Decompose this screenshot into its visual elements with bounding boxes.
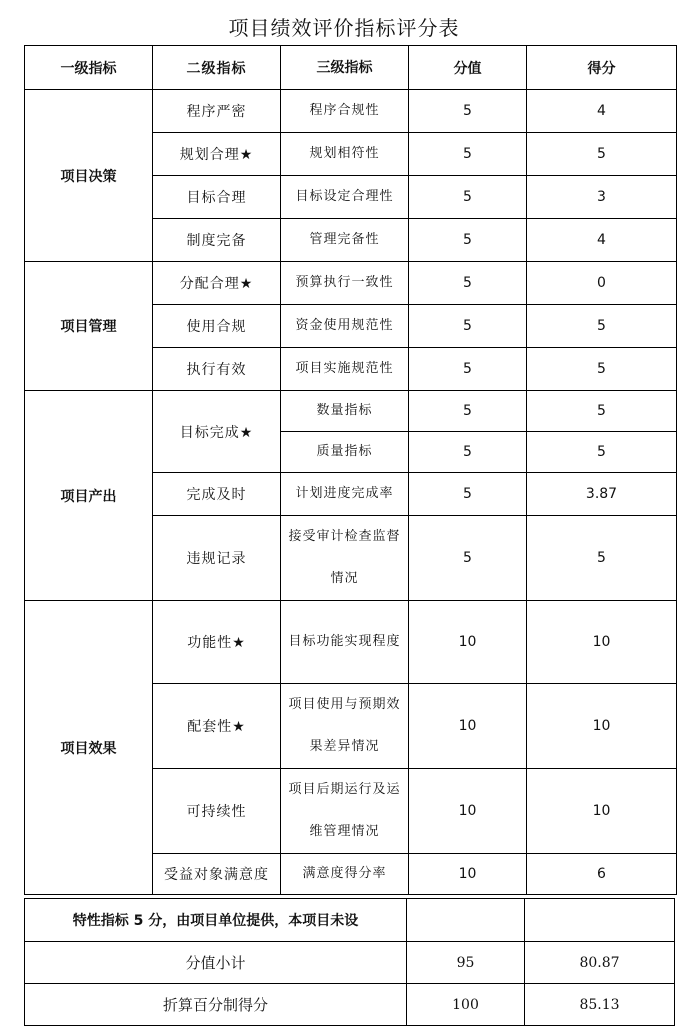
level2-cell: 受益对象满意度 bbox=[153, 854, 281, 895]
level2-cell: 违规记录 bbox=[153, 516, 281, 601]
level2-cell: 可持续性 bbox=[153, 769, 281, 854]
special-row bbox=[25, 899, 675, 942]
level3-cell: 接受审计检查监督情况 bbox=[281, 516, 409, 601]
level3-cell: 满意度得分率 bbox=[281, 854, 409, 895]
score-cell: 5 bbox=[409, 262, 527, 305]
level3-cell: 计划进度完成率 bbox=[281, 473, 409, 516]
percent-got: 85.13 bbox=[525, 984, 675, 1026]
special-got-cell bbox=[525, 899, 675, 942]
score-cell: 10 bbox=[409, 854, 527, 895]
level3-cell: 目标功能实现程度 bbox=[281, 601, 409, 684]
score-cell: 5 bbox=[409, 219, 527, 262]
got-cell: 10 bbox=[527, 601, 677, 684]
score-cell: 5 bbox=[409, 473, 527, 516]
score-cell: 10 bbox=[409, 684, 527, 769]
table-row bbox=[25, 262, 677, 305]
got-cell: 5 bbox=[527, 133, 677, 176]
score-cell: 5 bbox=[409, 391, 527, 432]
special-score-cell bbox=[407, 899, 525, 942]
level3-cell: 项目后期运行及运维管理情况 bbox=[281, 769, 409, 854]
header-level3: 三级指标 bbox=[281, 46, 409, 90]
table-row bbox=[25, 391, 677, 432]
got-cell: 5 bbox=[527, 348, 677, 391]
level2-cell: 分配合理★ bbox=[153, 262, 281, 305]
score-cell: 5 bbox=[409, 305, 527, 348]
level2-cell: 完成及时 bbox=[153, 473, 281, 516]
subtotal-score: 95 bbox=[407, 942, 525, 984]
level3-cell: 数量指标 bbox=[281, 391, 409, 432]
level2-cell: 配套性★ bbox=[153, 684, 281, 769]
level3-cell: 管理完备性 bbox=[281, 219, 409, 262]
got-cell: 3 bbox=[527, 176, 677, 219]
level3-cell: 目标设定合理性 bbox=[281, 176, 409, 219]
level2-cell: 执行有效 bbox=[153, 348, 281, 391]
level2-cell: 目标合理 bbox=[153, 176, 281, 219]
table-row bbox=[25, 601, 677, 684]
got-cell: 5 bbox=[527, 432, 677, 473]
score-cell: 5 bbox=[409, 176, 527, 219]
got-cell: 4 bbox=[527, 219, 677, 262]
score-cell: 5 bbox=[409, 90, 527, 133]
group-effect: 项目效果 bbox=[25, 601, 153, 895]
header-row bbox=[25, 46, 677, 90]
level2-cell: 规划合理★ bbox=[153, 133, 281, 176]
group-output: 项目产出 bbox=[25, 391, 153, 601]
got-cell: 10 bbox=[527, 684, 677, 769]
score-cell: 10 bbox=[409, 769, 527, 854]
got-cell: 10 bbox=[527, 769, 677, 854]
page-title: 项目绩效评价指标评分表 bbox=[228, 16, 460, 40]
got-cell: 3.87 bbox=[527, 473, 677, 516]
percent-score: 100 bbox=[407, 984, 525, 1026]
subtotal-label: 分值小计 bbox=[25, 942, 407, 984]
subtotal-got: 80.87 bbox=[525, 942, 675, 984]
summary-table bbox=[24, 898, 675, 1026]
score-cell: 10 bbox=[409, 601, 527, 684]
level3-cell: 规划相符性 bbox=[281, 133, 409, 176]
got-cell: 5 bbox=[527, 305, 677, 348]
level2-cell: 功能性★ bbox=[153, 601, 281, 684]
table-row bbox=[25, 90, 677, 133]
level3-cell: 项目使用与预期效果差异情况 bbox=[281, 684, 409, 769]
header-level2: 二级指标 bbox=[153, 46, 281, 90]
score-cell: 5 bbox=[409, 432, 527, 473]
group-decision: 项目决策 bbox=[25, 90, 153, 262]
got-cell: 6 bbox=[527, 854, 677, 895]
level2-cell: 使用合规 bbox=[153, 305, 281, 348]
got-cell: 5 bbox=[527, 516, 677, 601]
level2-cell: 制度完备 bbox=[153, 219, 281, 262]
score-cell: 5 bbox=[409, 133, 527, 176]
level3-cell: 预算执行一致性 bbox=[281, 262, 409, 305]
evaluation-table bbox=[24, 45, 677, 895]
level3-cell: 程序合规性 bbox=[281, 90, 409, 133]
got-cell: 5 bbox=[527, 391, 677, 432]
level2-cell: 目标完成★ bbox=[153, 391, 281, 473]
percent-label: 折算百分制得分 bbox=[25, 984, 407, 1026]
got-cell: 0 bbox=[527, 262, 677, 305]
level3-cell: 资金使用规范性 bbox=[281, 305, 409, 348]
subtotal-row bbox=[25, 942, 675, 984]
header-got: 得分 bbox=[527, 46, 677, 90]
header-score: 分值 bbox=[409, 46, 527, 90]
group-management: 项目管理 bbox=[25, 262, 153, 391]
percent-row bbox=[25, 984, 675, 1026]
got-cell: 4 bbox=[527, 90, 677, 133]
level2-cell: 程序严密 bbox=[153, 90, 281, 133]
score-cell: 5 bbox=[409, 348, 527, 391]
special-note: 特性指标 5 分，由项目单位提供，本项目未设 bbox=[25, 899, 407, 942]
level3-cell: 质量指标 bbox=[281, 432, 409, 473]
header-level1: 一级指标 bbox=[25, 46, 153, 90]
level3-cell: 项目实施规范性 bbox=[281, 348, 409, 391]
score-cell: 5 bbox=[409, 516, 527, 601]
